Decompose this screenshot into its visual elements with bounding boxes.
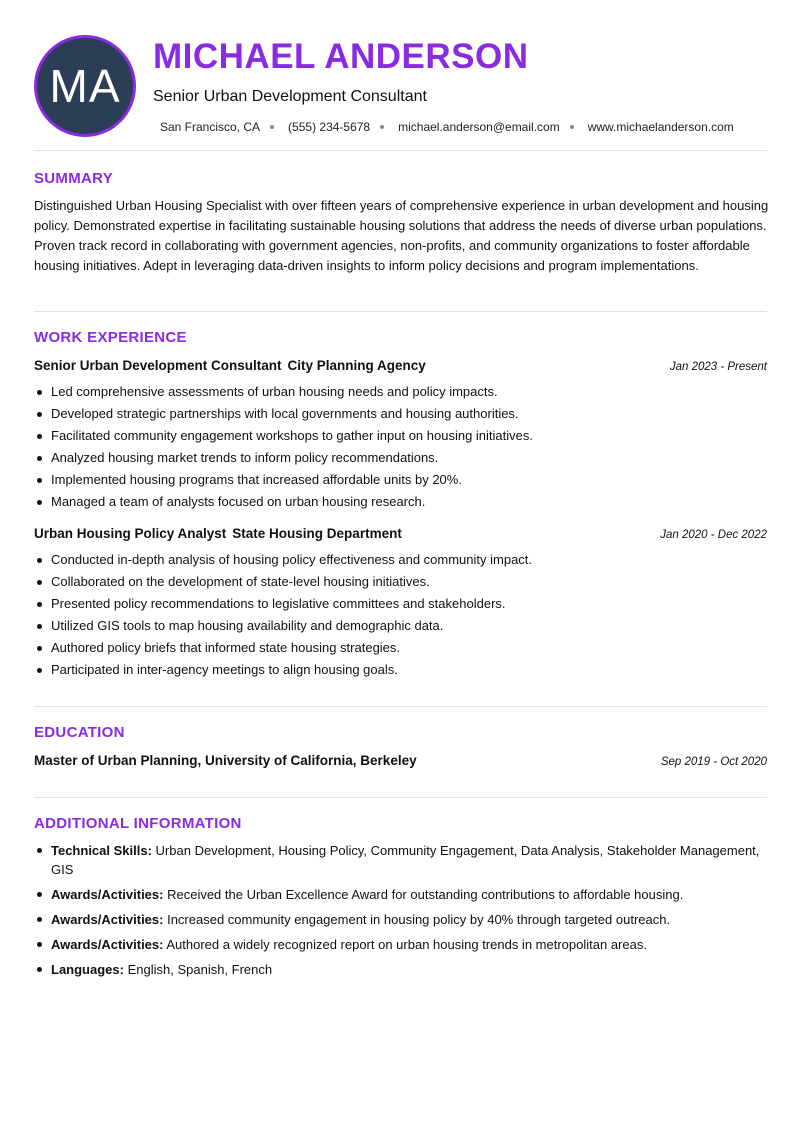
divider [34,150,767,151]
list-item [34,841,767,879]
job-bullets [34,549,767,681]
list-item [34,960,767,979]
summary-heading: SUMMARY [34,170,114,187]
list-item: Developed strategic partnerships with local governments and housing authorities. [34,403,767,425]
job-role: Senior Urban Development Consultant [34,358,282,373]
item-text: Urban Development, Housing Policy, Community Engagement, Data Analysis, Stakeholder Management, GIS [51,843,760,877]
item-text: English, Spanish, French [127,962,273,977]
job-organization: City Planning Agency [287,358,426,373]
list-item [34,885,767,904]
job-header [34,358,767,373]
item-label: Awards/Activities: [51,887,164,902]
item-label: Languages: [51,962,124,977]
job-bullets [34,381,767,513]
list-item: Managed a team of analysts focused on urban housing research. [34,491,767,513]
experience-heading: WORK EXPERIENCE [34,329,187,346]
divider [34,797,767,798]
job-header [34,526,767,541]
candidate-title: Senior Urban Development Consultant [153,88,427,105]
avatar [34,35,136,137]
item-text: Increased community engagement in housing policy by 40% through targeted outreach. [167,912,671,927]
list-item: Utilized GIS tools to map housing availability and demographic data. [34,615,767,637]
divider [34,706,767,707]
item-text: Authored a widely recognized report on urban housing trends in metropolitan areas. [166,937,647,952]
contact-website[interactable]: www.michaelanderson.com [587,120,734,134]
separator-dot [570,125,574,129]
education-degree: Master of Urban Planning, University of California, Berkeley [34,753,417,768]
additional-list [34,841,767,985]
list-item: Implemented housing programs that increased affordable units by 20%. [34,469,767,491]
divider [34,311,767,312]
list-item: Collaborated on the development of state-level housing initiatives. [34,571,767,593]
list-item: Authored policy briefs that informed state housing strategies. [34,637,767,659]
separator-dot [380,125,384,129]
list-item: Participated in inter-agency meetings to align housing goals. [34,659,767,681]
list-item: Conducted in-depth analysis of housing policy effectiveness and community impact. [34,549,767,571]
education-heading: EDUCATION [34,724,125,741]
education-dates: Sep 2019 - Oct 2020 [660,756,767,768]
job-title-line [34,358,426,373]
list-item [34,910,767,929]
job-organization: State Housing Department [232,526,402,541]
item-label: Technical Skills: [51,843,152,858]
job-dates: Jan 2020 - Dec 2022 [660,529,767,541]
list-item [34,935,767,954]
list-item: Led comprehensive assessments of urban housing needs and policy impacts. [34,381,767,403]
item-label: Awards/Activities: [51,912,164,927]
contact-location: San Francisco, CA [160,120,261,134]
job-role: Urban Housing Policy Analyst [34,526,227,541]
summary-text: Distinguished Urban Housing Specialist with over fifteen years of comprehensive experience in urban development and housing policy. Demonstrated expertise in facilitating sustainable housing solutions that address the needs of diverse urban populations. Proven track record in collaborating with government agencies, non-profits, and community organizations to foster affordable housing initiatives. Adept in leveraging data-driven insights to inform policy decisions and program implementations. [34,198,769,273]
job-title-line [34,526,402,541]
job-dates: Jan 2023 - Present [669,361,767,373]
separator-dot [270,125,274,129]
contact-row [160,120,734,134]
candidate-name: MICHAEL ANDERSON [153,37,529,76]
contact-email[interactable]: michael.anderson@email.com [398,120,560,134]
education-entry [34,753,767,768]
list-item: Presented policy recommendations to legislative committees and stakeholders. [34,593,767,615]
list-item: Facilitated community engagement workshops to gather input on housing initiatives. [34,425,767,447]
avatar-initials: MA [49,60,121,112]
item-text: Received the Urban Excellence Award for outstanding contributions to affordable housing. [167,887,684,902]
additional-heading: ADDITIONAL INFORMATION [34,815,242,832]
item-label: Awards/Activities: [51,937,164,952]
list-item: Analyzed housing market trends to inform policy recommendations. [34,447,767,469]
contact-phone: (555) 234-5678 [288,120,371,134]
